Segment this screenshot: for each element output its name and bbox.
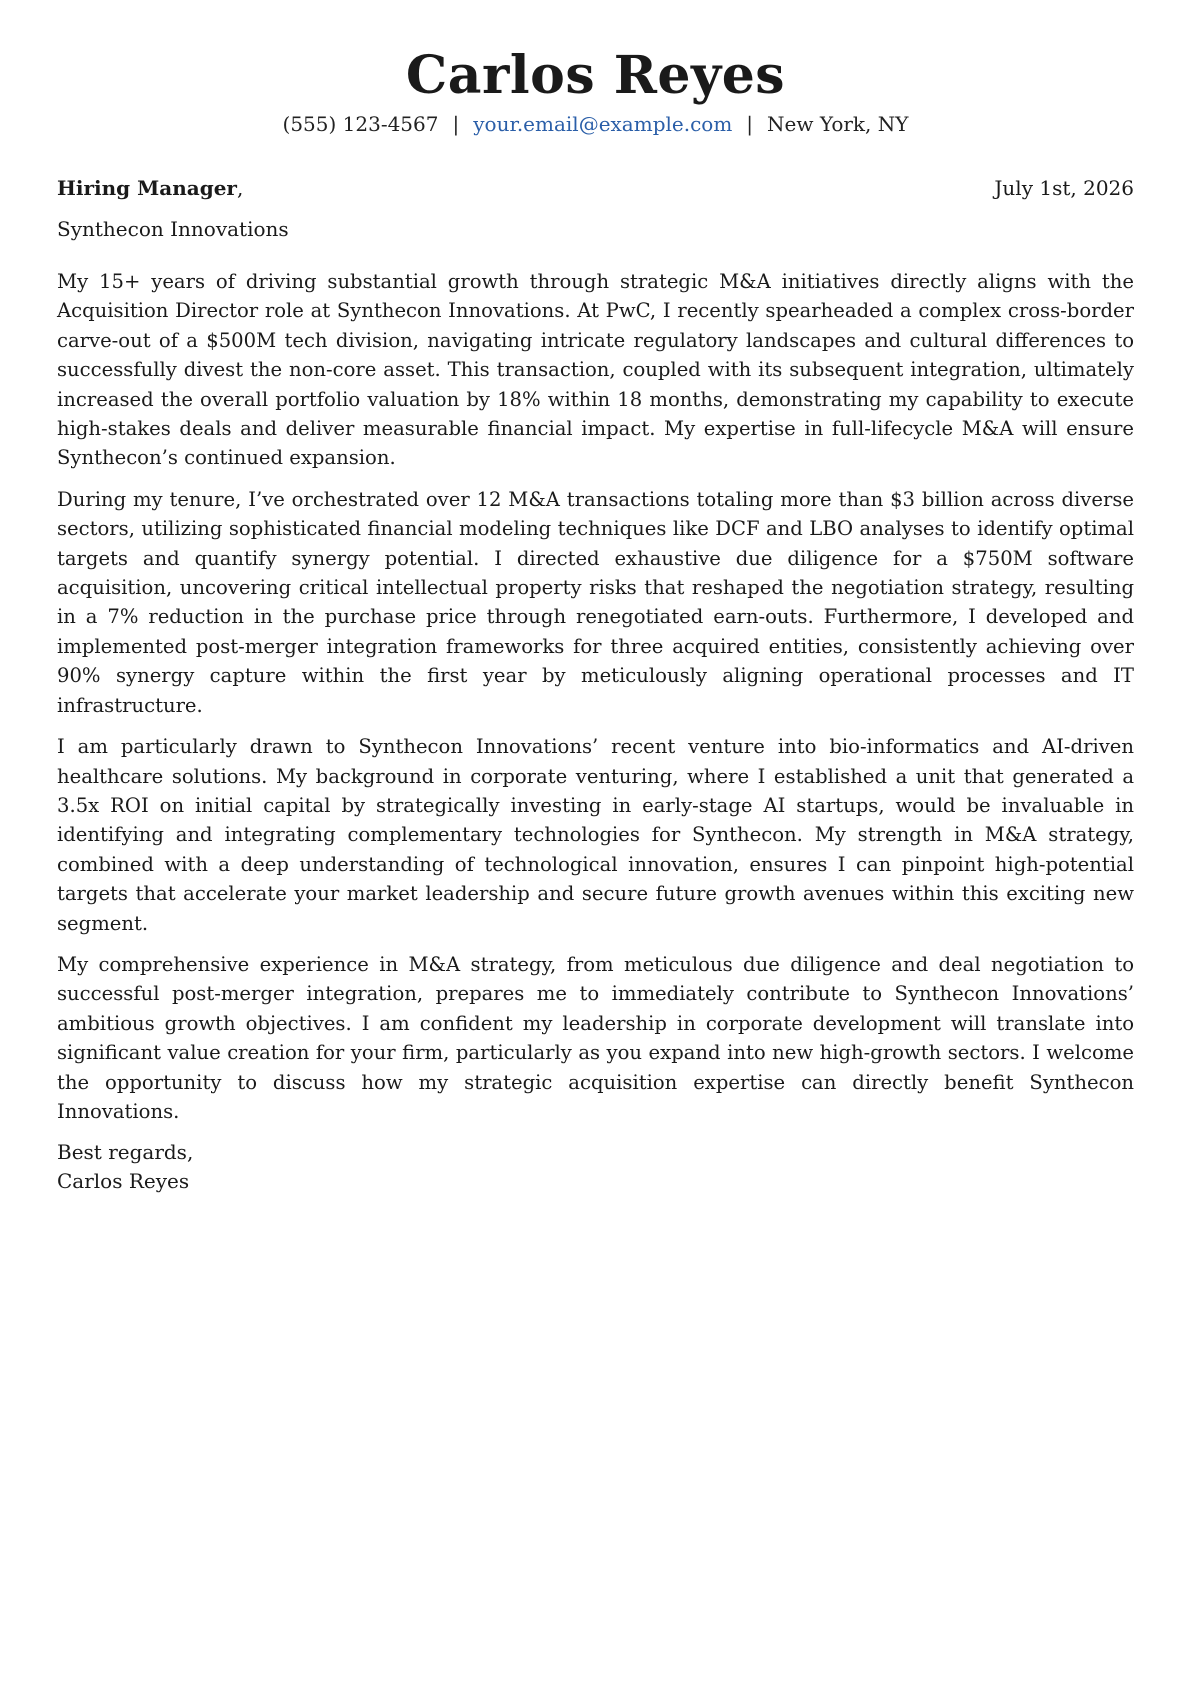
body-paragraph: My 15+ years of driving substantial growth through strategic M&A initiatives directly aligns with the Acquisition Director role at Synthecon Innovations. At PwC, I recently spearheaded a complex cross-border carve-out of a $500M tech division, navigating intricate regulatory landscapes and cultural differences to successfully divest the non-core asset. This transaction, coupled with its subsequent integration, ultimately increased the overall portfolio valuation by 18% within 18 months, demonstrating my capability to execute high-stakes deals and deliver measurable financial impact. My expertise in full-lifecycle M&A will ensure Synthecon’s continued expansion. — [57, 270, 1134, 470]
closing-salutation: Best regards, — [57, 1140, 194, 1165]
recipient-name — [57, 174, 243, 202]
letter-header — [57, 0, 1134, 138]
recipient-row — [57, 174, 1134, 202]
applicant-name: Carlos Reyes — [405, 45, 786, 106]
body-paragraph: During my tenure, I’ve orchestrated over 12 M&A transactions totaling more than $3 billion across diverse sectors, utilizing sophisticated financial modeling techniques like DCF and LBO analyses to identify optimal targets and quantify synergy potential. I directed exhaustive due diligence for a $750M software acquisition, uncovering critical intellectual property risks that reshaped the negotiation strategy, resulting in a 7% reduction in the purchase price through renegotiated earn-outs. Furthermore, I developed and implemented post-merger integration frameworks for three acquired entities, consistently achieving over 90% synergy capture within the first year by meticulously aligning operational processes and IT infrastructure. — [57, 487, 1134, 717]
letter-closing — [57, 1138, 1134, 1196]
contact-line — [57, 110, 1134, 138]
recipient-title: Hiring Manager — [57, 176, 237, 200]
body-paragraph: I am particularly drawn to Synthecon Innovations’ recent venture into bio-informatics and AI-driven healthcare solutions. My background in corporate venturing, where I established a unit that generated a 3.5x ROI on initial capital by strategically investing in early-stage AI startups, would be invaluable in identifying and integrating complementary technologies for Synthecon. My strength in M&A strategy, combined with a deep understanding of technological innovation, ensures I can pinpoint high-potential targets that accelerate your market leadership and secure future growth avenues within this exciting new segment. — [57, 735, 1134, 935]
recipient-suffix: , — [236, 176, 244, 200]
letter-date: July 1st, 2026 — [994, 176, 1134, 200]
location: New York, NY — [767, 112, 909, 136]
phone-number: (555) 123-4567 — [282, 112, 439, 136]
contact-separator: | — [452, 112, 460, 136]
closing-signature: Carlos Reyes — [57, 1169, 190, 1194]
email-link[interactable]: your.email@example.com — [473, 112, 733, 136]
contact-separator: | — [746, 112, 754, 136]
body-paragraph: My comprehensive experience in M&A strategy, from meticulous due diligence and deal negotiation to successful post-merger integration, prepares me to immediately contribute to Synthecon Innovations’ ambitious growth objectives. I am confident my leadership in corporate development will translate into significant value creation for your firm, particularly as you expand into new high-growth sectors. I welcome the opportunity to discuss how my strategic acquisition expertise can directly benefit Synthecon Innovations. — [57, 952, 1134, 1123]
letter-body — [57, 267, 1134, 1126]
recipient-company: Synthecon Innovations — [57, 217, 289, 241]
